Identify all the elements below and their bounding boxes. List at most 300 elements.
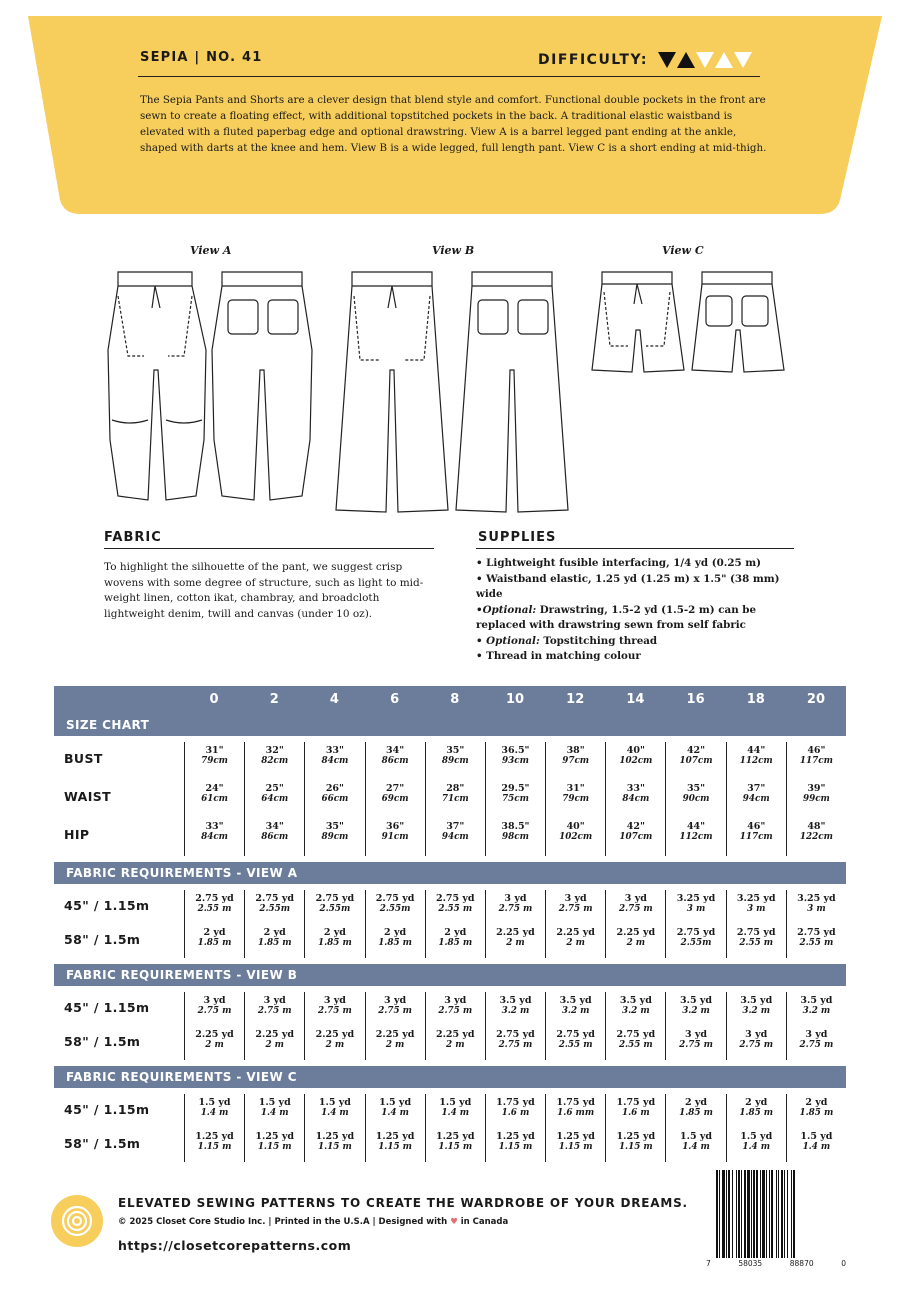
heart-icon: ♥ [450, 1217, 458, 1227]
cell-imperial: 2 yd [263, 927, 286, 938]
cell-imperial: 2 yd [684, 1097, 708, 1108]
cell-imperial: 3.25 yd [736, 893, 776, 904]
size-column [605, 890, 665, 958]
footer-tagline: ELEVATED SEWING PATTERNS TO CREATE THE WARDROBE OF YOUR DREAMS. [118, 1196, 688, 1210]
table-cell [245, 992, 304, 1026]
row-labels [54, 742, 184, 856]
fabric-block [54, 1088, 846, 1168]
cell-imperial: 3 yd [684, 1029, 708, 1040]
cell-metric: 1.4 m [742, 1142, 771, 1152]
table-cell [245, 890, 304, 924]
cell-metric: 2.55m [379, 904, 411, 914]
table-cell [486, 780, 545, 818]
table-cell [606, 742, 665, 780]
cell-metric: 3 m [686, 904, 706, 914]
cell-metric: 1.15 m [318, 1142, 352, 1152]
cell-metric: 86cm [381, 756, 409, 766]
cell-metric: 2.75 m [679, 1040, 713, 1050]
table-cell [426, 1128, 485, 1162]
cell-imperial: 2 yd [444, 927, 467, 938]
cell-imperial: 48" [807, 821, 826, 832]
cell-imperial: 2 yd [323, 927, 346, 938]
cell-metric: 1.15 m [197, 1142, 232, 1152]
cell-metric: 1.6 m [501, 1108, 530, 1118]
table-cell [546, 818, 605, 856]
table-cell [185, 742, 244, 780]
size-column [665, 742, 725, 856]
size-chart-table [54, 686, 846, 1168]
table-cell [546, 890, 605, 924]
size-column [244, 742, 304, 856]
banner-divider [138, 76, 760, 77]
cell-metric: 1.4 m [441, 1108, 470, 1118]
cell-imperial: 3 yd [564, 893, 587, 904]
cell-imperial: 35" [686, 783, 706, 794]
cell-imperial: 3 yd [805, 1029, 828, 1040]
table-cell [787, 1026, 846, 1060]
cell-metric: 107cm [619, 832, 653, 842]
cell-imperial: 2.25 yd [496, 927, 535, 938]
cell-imperial: 25" [265, 783, 284, 794]
table-cell [787, 780, 846, 818]
cell-metric: 1.4 m [321, 1108, 349, 1118]
technical-drawings [100, 260, 800, 520]
cell-imperial: 3 yd [624, 893, 647, 904]
cell-imperial: 1.5 yd [379, 1097, 412, 1108]
list-item: • Lightweight fusible interfacing, 1/4 yd (0.25 m) [476, 557, 761, 569]
list-item: • Thread in matching colour [476, 650, 641, 662]
view-c-back-drawing [692, 272, 784, 372]
cell-imperial: 1.25 yd [315, 1131, 355, 1142]
cell-imperial: 3.5 yd [680, 995, 713, 1006]
fabric-text: To highlight the silhouette of the pant, we suggest crisp wovens with some degree of structure, such as light to mid-weight linen, cotton ikat, chambray, and broadcloth lightweight denim, twill and canvas (under 10 oz). [104, 561, 424, 620]
size-header-row [54, 686, 846, 714]
cell-imperial: 29.5" [501, 783, 530, 794]
cell-imperial: 3.5 yd [800, 995, 833, 1006]
table-cell [787, 1128, 846, 1162]
cell-metric: 2.75 m [378, 1006, 412, 1016]
table-cell [486, 1094, 545, 1128]
cell-imperial: 2.75 yd [797, 927, 836, 938]
size-column [665, 890, 725, 958]
cell-metric: 2.75 m [438, 1006, 473, 1016]
cell-metric: 1.85 m [257, 938, 292, 948]
cell-imperial: 2.25 yd [375, 1029, 415, 1040]
size-column [485, 742, 545, 856]
cell-metric: 2.55 m [197, 904, 232, 914]
table-cell [727, 818, 786, 856]
cell-imperial: 1.5 yd [198, 1097, 231, 1108]
cell-imperial: 27" [386, 783, 405, 794]
cell-metric: 3.2 m [682, 1006, 710, 1016]
table-cell [546, 780, 605, 818]
table-cell [245, 1026, 304, 1060]
size-column [184, 1094, 244, 1162]
cell-imperial: 42" [686, 745, 706, 756]
cell-metric: 1.15 m [498, 1142, 533, 1152]
cell-imperial: 31" [205, 745, 224, 756]
cell-metric: 94cm [742, 794, 770, 804]
table-cell [426, 780, 485, 818]
cell-imperial: 3 yd [444, 995, 467, 1006]
cell-metric: 61cm [201, 794, 228, 804]
table-cell [305, 1026, 364, 1060]
table-cell [666, 742, 725, 780]
size-column [365, 742, 425, 856]
supplies-divider [476, 548, 794, 549]
table-cell [366, 1094, 425, 1128]
cell-imperial: 40" [626, 745, 645, 756]
cell-metric: 2.75 m [318, 1006, 352, 1016]
table-cell [727, 1128, 786, 1162]
cell-metric: 64cm [261, 794, 289, 804]
table-cell [366, 742, 425, 780]
cell-metric: 89cm [441, 756, 469, 766]
size-column [545, 742, 605, 856]
view-c-label: View C [662, 244, 704, 257]
fabric-divider [104, 548, 434, 549]
cell-imperial: 2.75 yd [255, 893, 295, 904]
size-column [425, 742, 485, 856]
cell-metric: 75cm [502, 794, 529, 804]
cell-metric: 1.85 m [739, 1108, 774, 1118]
cell-metric: 2.55m [259, 904, 291, 914]
size-column [786, 890, 846, 958]
cell-imperial: 2 yd [384, 927, 407, 938]
row-labels [54, 1094, 184, 1162]
value-columns [184, 1094, 846, 1162]
cell-imperial: 38.5" [501, 821, 530, 832]
cell-metric: 66cm [321, 794, 349, 804]
view-b-back-drawing [456, 272, 568, 512]
table-cell [606, 1026, 665, 1060]
table-cell [546, 992, 605, 1026]
table-cell [727, 924, 786, 958]
cell-imperial: 2.25 yd [616, 927, 656, 938]
cell-metric: 2.75 m [498, 904, 533, 914]
cell-imperial: 2.75 yd [556, 1029, 595, 1040]
cell-metric: 2 m [385, 1040, 405, 1050]
size-column [244, 992, 304, 1060]
size-label: 14 [626, 692, 645, 707]
size-column [485, 1094, 545, 1162]
cell-imperial: 33" [626, 783, 645, 794]
cell-metric: 2.55 m [799, 938, 834, 948]
row-label: HIP [64, 827, 90, 842]
cell-imperial: 42" [626, 821, 645, 832]
value-columns [184, 890, 846, 958]
size-column [545, 1094, 605, 1162]
table-cell [666, 818, 725, 856]
size-column [786, 1094, 846, 1162]
table-cell [426, 1094, 485, 1128]
cell-imperial: 2.75 yd [676, 927, 716, 938]
size-label: 8 [450, 692, 460, 707]
cell-imperial: 2 yd [805, 1097, 828, 1108]
cell-metric: 3.2 m [501, 1006, 530, 1016]
table-cell [606, 992, 665, 1026]
cell-metric: 1.85 m [318, 938, 352, 948]
size-column [786, 742, 846, 856]
size-column [726, 1094, 786, 1162]
row-label: 58" / 1.5m [64, 932, 141, 947]
size-label: 12 [566, 692, 585, 707]
cell-imperial: 2.25 yd [315, 1029, 355, 1040]
table-cell [185, 890, 244, 924]
cell-metric: 2.55m [319, 904, 351, 914]
table-cell [787, 890, 846, 924]
table-cell [486, 924, 545, 958]
cell-metric: 89cm [321, 832, 349, 842]
cell-imperial: 3.5 yd [619, 995, 652, 1006]
view-a-front-drawing [108, 272, 206, 500]
barcode-icon [714, 1170, 840, 1262]
cell-imperial: 3 yd [504, 893, 527, 904]
size-column [244, 890, 304, 958]
cell-imperial: 34" [386, 745, 405, 756]
size-column [365, 1094, 425, 1162]
cell-metric: 3.2 m [622, 1006, 650, 1016]
row-label: WAIST [64, 789, 112, 804]
cell-metric: 2 m [446, 1040, 465, 1050]
cell-metric: 84cm [201, 832, 228, 842]
cell-imperial: 2 yd [203, 927, 226, 938]
list-item: • Optional: Topstitching thread [476, 634, 658, 647]
cell-imperial: 1.75 yd [496, 1097, 535, 1108]
cell-metric: 79cm [562, 794, 590, 804]
cell-metric: 117cm [799, 756, 833, 766]
cell-imperial: 24" [205, 783, 224, 794]
table-cell [666, 1094, 725, 1128]
cell-metric: 122cm [799, 832, 833, 842]
cell-metric: 2.55 m [739, 938, 774, 948]
table-cell [245, 742, 304, 780]
cell-metric: 1.4 m [802, 1142, 831, 1152]
view-a-label: View A [190, 244, 232, 257]
value-columns [184, 992, 846, 1060]
table-cell [727, 1094, 786, 1128]
cell-imperial: 2.25 yd [255, 1029, 295, 1040]
table-cell [486, 742, 545, 780]
table-cell [727, 992, 786, 1026]
cell-metric: 1.85 m [197, 938, 232, 948]
cell-metric: 3.2 m [561, 1006, 590, 1016]
cell-metric: 1.6 m [622, 1108, 650, 1118]
table-cell [245, 1094, 304, 1128]
table-cell [546, 1026, 605, 1060]
table-cell [185, 818, 244, 856]
cell-metric: 79cm [201, 756, 228, 766]
supplies-list [476, 556, 806, 665]
table-cell [787, 818, 846, 856]
cell-metric: 117cm [739, 832, 773, 842]
cell-metric: 1.15 m [257, 1142, 292, 1152]
cell-imperial: 2.75 yd [375, 893, 415, 904]
size-column [545, 992, 605, 1060]
size-column [304, 742, 364, 856]
size-column [304, 992, 364, 1060]
cell-imperial: 40" [566, 821, 585, 832]
table-cell [787, 1094, 846, 1128]
cell-imperial: 1.5 yd [439, 1097, 472, 1108]
size-column [244, 1094, 304, 1162]
row-label: 58" / 1.5m [64, 1034, 141, 1049]
cell-metric: 1.6 mm [557, 1108, 595, 1118]
size-column [726, 992, 786, 1060]
size-column [545, 890, 605, 958]
table-block [54, 742, 846, 856]
table-cell [606, 780, 665, 818]
view-a-back-drawing [212, 272, 312, 500]
list-item: • Waistband elastic, 1.25 yd (1.25 m) x 1.5" (38 mm) wide [476, 572, 780, 600]
table-cell [305, 818, 364, 856]
cell-metric: 1.4 m [381, 1108, 409, 1118]
table-cell [245, 924, 304, 958]
cell-metric: 112cm [679, 832, 713, 842]
size-column [365, 890, 425, 958]
size-column [304, 890, 364, 958]
table-cell [486, 890, 545, 924]
cell-imperial: 2.75 yd [496, 1029, 535, 1040]
cell-metric: 3 m [807, 904, 826, 914]
table-cell [426, 890, 485, 924]
cell-imperial: 38" [566, 745, 585, 756]
size-column [425, 992, 485, 1060]
cell-metric: 2.75 m [197, 1006, 232, 1016]
size-column [605, 1094, 665, 1162]
table-cell [366, 780, 425, 818]
cell-imperial: 2.75 yd [616, 1029, 656, 1040]
fabric-heading: FABRIC [104, 530, 162, 545]
row-label: 45" / 1.15m [64, 1000, 150, 1015]
cell-imperial: 26" [325, 783, 344, 794]
table-cell [546, 924, 605, 958]
cell-metric: 2.75 m [498, 1040, 533, 1050]
size-column [726, 742, 786, 856]
table-cell [546, 742, 605, 780]
measure-block [54, 736, 846, 862]
cell-metric: 91cm [381, 832, 409, 842]
table-block [54, 992, 846, 1060]
row-labels [54, 992, 184, 1060]
supplies-heading: SUPPLIES [478, 530, 557, 545]
fabric-requirements-title: FABRIC REQUIREMENTS - VIEW B [54, 964, 846, 986]
cell-imperial: 1.25 yd [195, 1131, 234, 1142]
cell-imperial: 32" [265, 745, 284, 756]
cell-metric: 82cm [261, 756, 289, 766]
pattern-description: The Sepia Pants and Shorts are a clever design that blend style and comfort. Functional double pockets in the front are sewn to create a floating effect, with additional topstitched pockets in the back. A traditional elastic waistband is elevated with a fluted paperbag edge and optional drawstring. View A is a barrel legged pant ending at the ankle, shaped with darts at the knee and hem. View B is a wide legged, full length pant. View C is a short ending at mid-thigh. [140, 94, 767, 154]
pattern-title: SEPIA | NO. 41 [140, 50, 263, 65]
table-cell [185, 780, 244, 818]
cell-metric: 98cm [502, 832, 529, 842]
size-header-spacer [54, 686, 184, 714]
table-cell [185, 1128, 244, 1162]
table-cell [546, 1094, 605, 1128]
size-column [665, 1094, 725, 1162]
cell-imperial: 1.25 yd [496, 1131, 535, 1142]
cell-imperial: 1.25 yd [435, 1131, 475, 1142]
cell-metric: 2.55 m [438, 904, 473, 914]
cell-imperial: 3.5 yd [499, 995, 532, 1006]
cell-imperial: 2.25 yd [556, 927, 595, 938]
cell-metric: 2 m [506, 938, 525, 948]
size-label: 6 [390, 692, 400, 707]
table-cell [787, 924, 846, 958]
size-column [425, 890, 485, 958]
table-cell [305, 890, 364, 924]
cell-imperial: 1.5 yd [318, 1097, 351, 1108]
cell-imperial: 1.25 yd [375, 1131, 415, 1142]
table-cell [185, 1094, 244, 1128]
size-column [425, 1094, 485, 1162]
table-cell [305, 924, 364, 958]
website-link[interactable]: https://closetcorepatterns.com [118, 1238, 352, 1253]
size-column [605, 742, 665, 856]
table-cell [305, 742, 364, 780]
table-cell [426, 1026, 485, 1060]
cell-imperial: 1.5 yd [740, 1131, 773, 1142]
cell-imperial: 3 yd [323, 995, 346, 1006]
table-cell [305, 1094, 364, 1128]
table-cell [486, 1026, 545, 1060]
cell-imperial: 2.75 yd [195, 893, 234, 904]
cell-metric: 2.55 m [618, 1040, 653, 1050]
cell-imperial: 44" [686, 821, 706, 832]
cell-imperial: 3.5 yd [740, 995, 773, 1006]
cell-imperial: 46" [807, 745, 826, 756]
cell-metric: 2.55m [680, 938, 712, 948]
fabric-requirements-title: FABRIC REQUIREMENTS - VIEW A [54, 862, 846, 884]
cell-metric: 1.85 m [679, 1108, 713, 1118]
table-cell [606, 890, 665, 924]
cell-imperial: 2.25 yd [435, 1029, 475, 1040]
cell-metric: 2.55 m [558, 1040, 593, 1050]
table-cell [787, 992, 846, 1026]
cell-metric: 1.4 m [682, 1142, 710, 1152]
cell-imperial: 3 yd [203, 995, 226, 1006]
table-cell [245, 780, 304, 818]
cell-imperial: 3.5 yd [559, 995, 592, 1006]
cell-imperial: 2.75 yd [736, 927, 776, 938]
cell-imperial: 39" [807, 783, 826, 794]
table-cell [787, 742, 846, 780]
table-cell [727, 742, 786, 780]
cell-metric: 3 m [746, 904, 766, 914]
size-column [665, 992, 725, 1060]
table-cell [666, 1128, 725, 1162]
table-cell [426, 818, 485, 856]
cell-imperial: 1.25 yd [616, 1131, 656, 1142]
fabric-block [54, 986, 846, 1066]
table-cell [305, 780, 364, 818]
cell-metric: 2 m [265, 1040, 284, 1050]
cell-imperial: 35" [446, 745, 465, 756]
cell-metric: 97cm [562, 756, 590, 766]
cell-metric: 102cm [559, 832, 593, 842]
cell-imperial: 28" [446, 783, 465, 794]
table-cell [366, 1026, 425, 1060]
cell-imperial: 44" [747, 745, 766, 756]
table-cell [546, 1128, 605, 1162]
cell-metric: 94cm [441, 832, 469, 842]
size-column [605, 992, 665, 1060]
cell-metric: 84cm [622, 794, 650, 804]
cell-imperial: 1.25 yd [556, 1131, 595, 1142]
cell-metric: 2 m [566, 938, 585, 948]
cell-imperial: 1.25 yd [255, 1131, 295, 1142]
table-cell [486, 1128, 545, 1162]
cell-imperial: 35" [325, 821, 344, 832]
